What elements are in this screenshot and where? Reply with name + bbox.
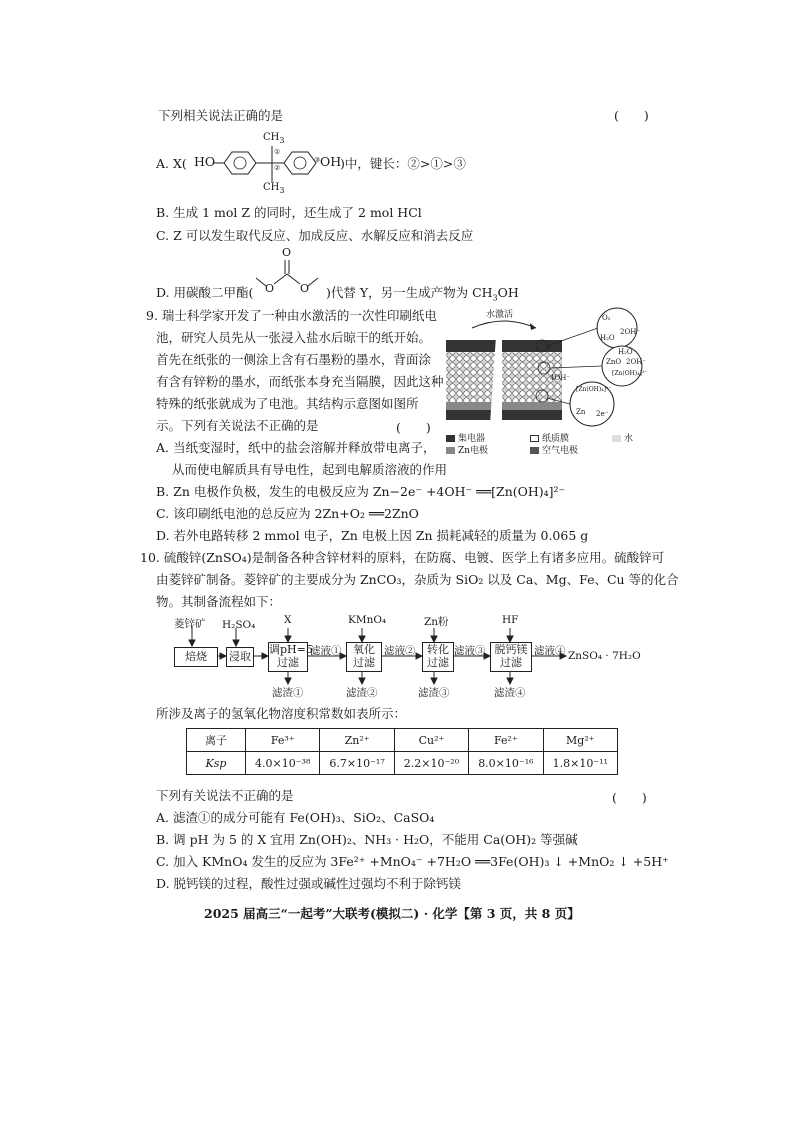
flow-box-roast: 焙烧: [174, 647, 218, 667]
fig-zn: Zn: [576, 408, 586, 416]
fig-h2o: H₂O: [600, 334, 615, 342]
bond-mark-3: ③: [314, 156, 321, 164]
mol-oh: OH: [320, 154, 342, 169]
table-cell: 6.7×10⁻¹⁷: [320, 752, 394, 775]
table-header-cell: Fe²⁺: [469, 729, 543, 752]
table-header-cell: Cu²⁺: [394, 729, 468, 752]
flow-residue-1: 滤渣①: [272, 687, 304, 699]
q10-option-a: A. 滤渣①的成分可能有 Fe(OH)₃、SiO₂、CaSO₄: [156, 810, 435, 825]
flow-residue-4: 滤渣④: [494, 687, 526, 699]
table-header-cell: 离子: [187, 729, 246, 752]
q8-option-b: B. 生成 1 mol Z 的同时，还生成了 2 mol HCl: [156, 205, 422, 220]
ksp-table: [186, 728, 618, 775]
process-flowchart: [168, 610, 648, 702]
q9-option-d: D. 若外电路转移 2 mmol 电子，Zn 电极上因 Zn 损耗减轻的质量为 0.065 g: [156, 528, 589, 543]
q10-table-intro: 所涉及离子的氢氧化物溶度积常数如表所示：: [156, 706, 407, 721]
q9-line-6: 示。下列有关说法不正确的是: [156, 418, 319, 433]
q10-line-2: 由菱锌矿制备。菱锌矿的主要成分为 ZnCO₃，杂质为 SiO₂ 以及 Ca、Mg、Fe、Cu 等的化合: [156, 572, 679, 587]
fig-znoh4-right: [Zn(OH)₄]²⁻: [612, 370, 648, 377]
fig-h2o-2: H₂O: [618, 348, 633, 356]
carbonate-o-right: O: [300, 282, 310, 295]
fig-ohm: 2OH⁻: [626, 358, 646, 366]
q8-option-a-pre: A. X(: [156, 156, 187, 171]
table-row: [187, 752, 618, 775]
legend-item-zn-electrode: Zn电极: [446, 443, 488, 456]
q10-option-d: D. 脱钙镁的过程，酸性过强或碱性过强均不利于除钙镁: [156, 876, 462, 891]
table-header-cell: Fe³⁺: [246, 729, 320, 752]
table-header-cell: Mg²⁺: [543, 729, 617, 752]
q9-option-c: C. 该印刷纸电池的总反应为 2Zn+O₂ ══2ZnO: [156, 506, 419, 521]
dimethyl-carbonate-structure: [252, 246, 324, 298]
q9-option-b: B. Zn 电极作负极，发生的电极反应为 Zn−2e⁻ +4OH⁻ ══[Zn(OH)₄]²⁻: [156, 484, 566, 499]
legend-item-water: 水: [612, 431, 633, 444]
table-cell: 1.8×10⁻¹¹: [543, 752, 617, 775]
table-row-label: Ksp: [187, 752, 246, 775]
fig-2oh: 2OH⁻: [620, 328, 640, 336]
flow-filtrate-1: 滤液①: [310, 645, 342, 657]
q8-stem: 下列相关说法正确的是: [158, 108, 284, 123]
q9-line-5: 特殊的纸张就成为了电池。其结构示意图如图所: [156, 396, 419, 411]
mol-ch3-top: $CH_3$: [263, 132, 285, 145]
q8-option-d-post: )代替 Y，另一生成产物为 $CH_3OH$: [326, 285, 519, 303]
q9-line-1: 9. 瑞士科学家开发了一种由水激活的一次性印刷纸电: [146, 308, 437, 323]
flow-box-decalcify: 脱钙镁 过滤: [490, 642, 532, 672]
legend-item-air-electrode: 空气电极: [530, 443, 578, 456]
legend-item-membrane: 纸质膜: [530, 431, 569, 444]
flow-residue-2: 滤渣②: [346, 687, 378, 699]
flow-residue-3: 滤渣③: [418, 687, 450, 699]
q9-line-3: 首先在纸张的一侧涂上含有石墨粉的墨水，背面涂: [156, 352, 432, 367]
fig-zno: ZnO: [606, 358, 622, 366]
carbonate-o-top: O: [282, 246, 292, 259]
flow-h2so4: H₂SO₄: [222, 619, 256, 631]
q9-option-a-1: A. 当纸变湿时，纸中的盐会溶解并释放带电离子，: [156, 440, 436, 455]
fig-o2: O₂: [602, 314, 611, 322]
q10-line-1: 10. 硫酸锌(ZnSO₄)是制备各种含锌材料的原料，在防腐、电镀、医学上有诸多应用。硫酸锌可: [140, 550, 665, 565]
flow-box-convert: 转化 过滤: [422, 642, 454, 672]
flow-product: ZnSO₄ · 7H₂O: [568, 650, 641, 662]
flow-ore: 菱锌矿: [174, 618, 206, 630]
fig-4oh: 4OH⁻: [550, 374, 570, 382]
q10-stem: 下列有关说法不正确的是: [156, 788, 294, 803]
flow-box-oxidize: 氧化 过滤: [346, 642, 382, 672]
table-header-cell: Zn²⁺: [320, 729, 394, 752]
flow-zn-powder: Zn粉: [424, 616, 449, 628]
q9-answer-paren: ( ): [396, 420, 431, 435]
flow-filtrate-3: 滤液③: [454, 645, 486, 657]
q9-line-2: 池，研究人员先从一张浸入盐水后晾干的纸开始。: [156, 330, 432, 345]
fig-2e: 2e⁻: [596, 410, 609, 418]
carbonate-o-left: O: [265, 282, 275, 295]
q10-option-b: B. 调 pH 为 5 的 X 宜用 Zn(OH)₂、NH₃ · H₂O，不能用 Ca(OH)₂ 等强碱: [156, 832, 578, 847]
q9-line-4: 有含有锌粉的墨水，而纸张本身充当隔膜，因此这种: [156, 374, 444, 389]
q8-option-d-pre: D. 用碳酸二甲酯(: [156, 285, 254, 300]
bond-mark-2: ②: [274, 164, 281, 172]
legend-item-collector: 集电器: [446, 431, 485, 444]
bond-mark-1: ①: [274, 148, 281, 156]
flow-hf: HF: [502, 614, 519, 626]
q10-line-3: 物。其制备流程如下：: [156, 594, 282, 609]
bisphenol-structure: [190, 130, 340, 196]
q8-option-a-post: )中，键长：②>①>③: [340, 156, 466, 171]
page-footer: 2025 届高三“一起考”大联考(模拟二) · 化学【第 3 页，共 8 页】: [204, 906, 580, 921]
table-cell: 4.0×10⁻³⁸: [246, 752, 320, 775]
q10-answer-paren: ( ): [612, 790, 647, 805]
flow-box-leach: 浸取: [226, 647, 254, 667]
flow-filtrate-4: 滤液④: [534, 645, 566, 657]
flow-kmno4: KMnO₄: [348, 614, 387, 626]
mol-ho: HO: [194, 154, 216, 169]
q8-answer-paren: ( ): [614, 108, 649, 123]
flow-x: X: [284, 614, 292, 626]
table-cell: 8.0×10⁻¹⁶: [469, 752, 543, 775]
q8-option-c: C. Z 可以发生取代反应、加成反应、水解反应和消去反应: [156, 228, 474, 243]
q10-option-c: C. 加入 KMnO₄ 发生的反应为 3Fe²⁺ +MnO₄⁻ +7H₂O ══3Fe(OH)₃ ↓ +MnO₂ ↓ +5H⁺: [156, 854, 669, 869]
table-cell: 2.2×10⁻²⁰: [394, 752, 468, 775]
q9-option-a-2: 从而使电解质具有导电性，起到电解质溶液的作用: [172, 462, 448, 477]
activate-label: 水激活: [486, 310, 514, 320]
table-header-row: [187, 729, 618, 752]
fig-znoh4: [Zn(OH)₄]²⁻: [576, 386, 612, 393]
mol-ch3-bottom: $CH_3$: [263, 182, 285, 195]
flow-filtrate-2: 滤液②: [384, 645, 416, 657]
flow-box-ph: 调pH=5 过滤: [268, 642, 308, 672]
